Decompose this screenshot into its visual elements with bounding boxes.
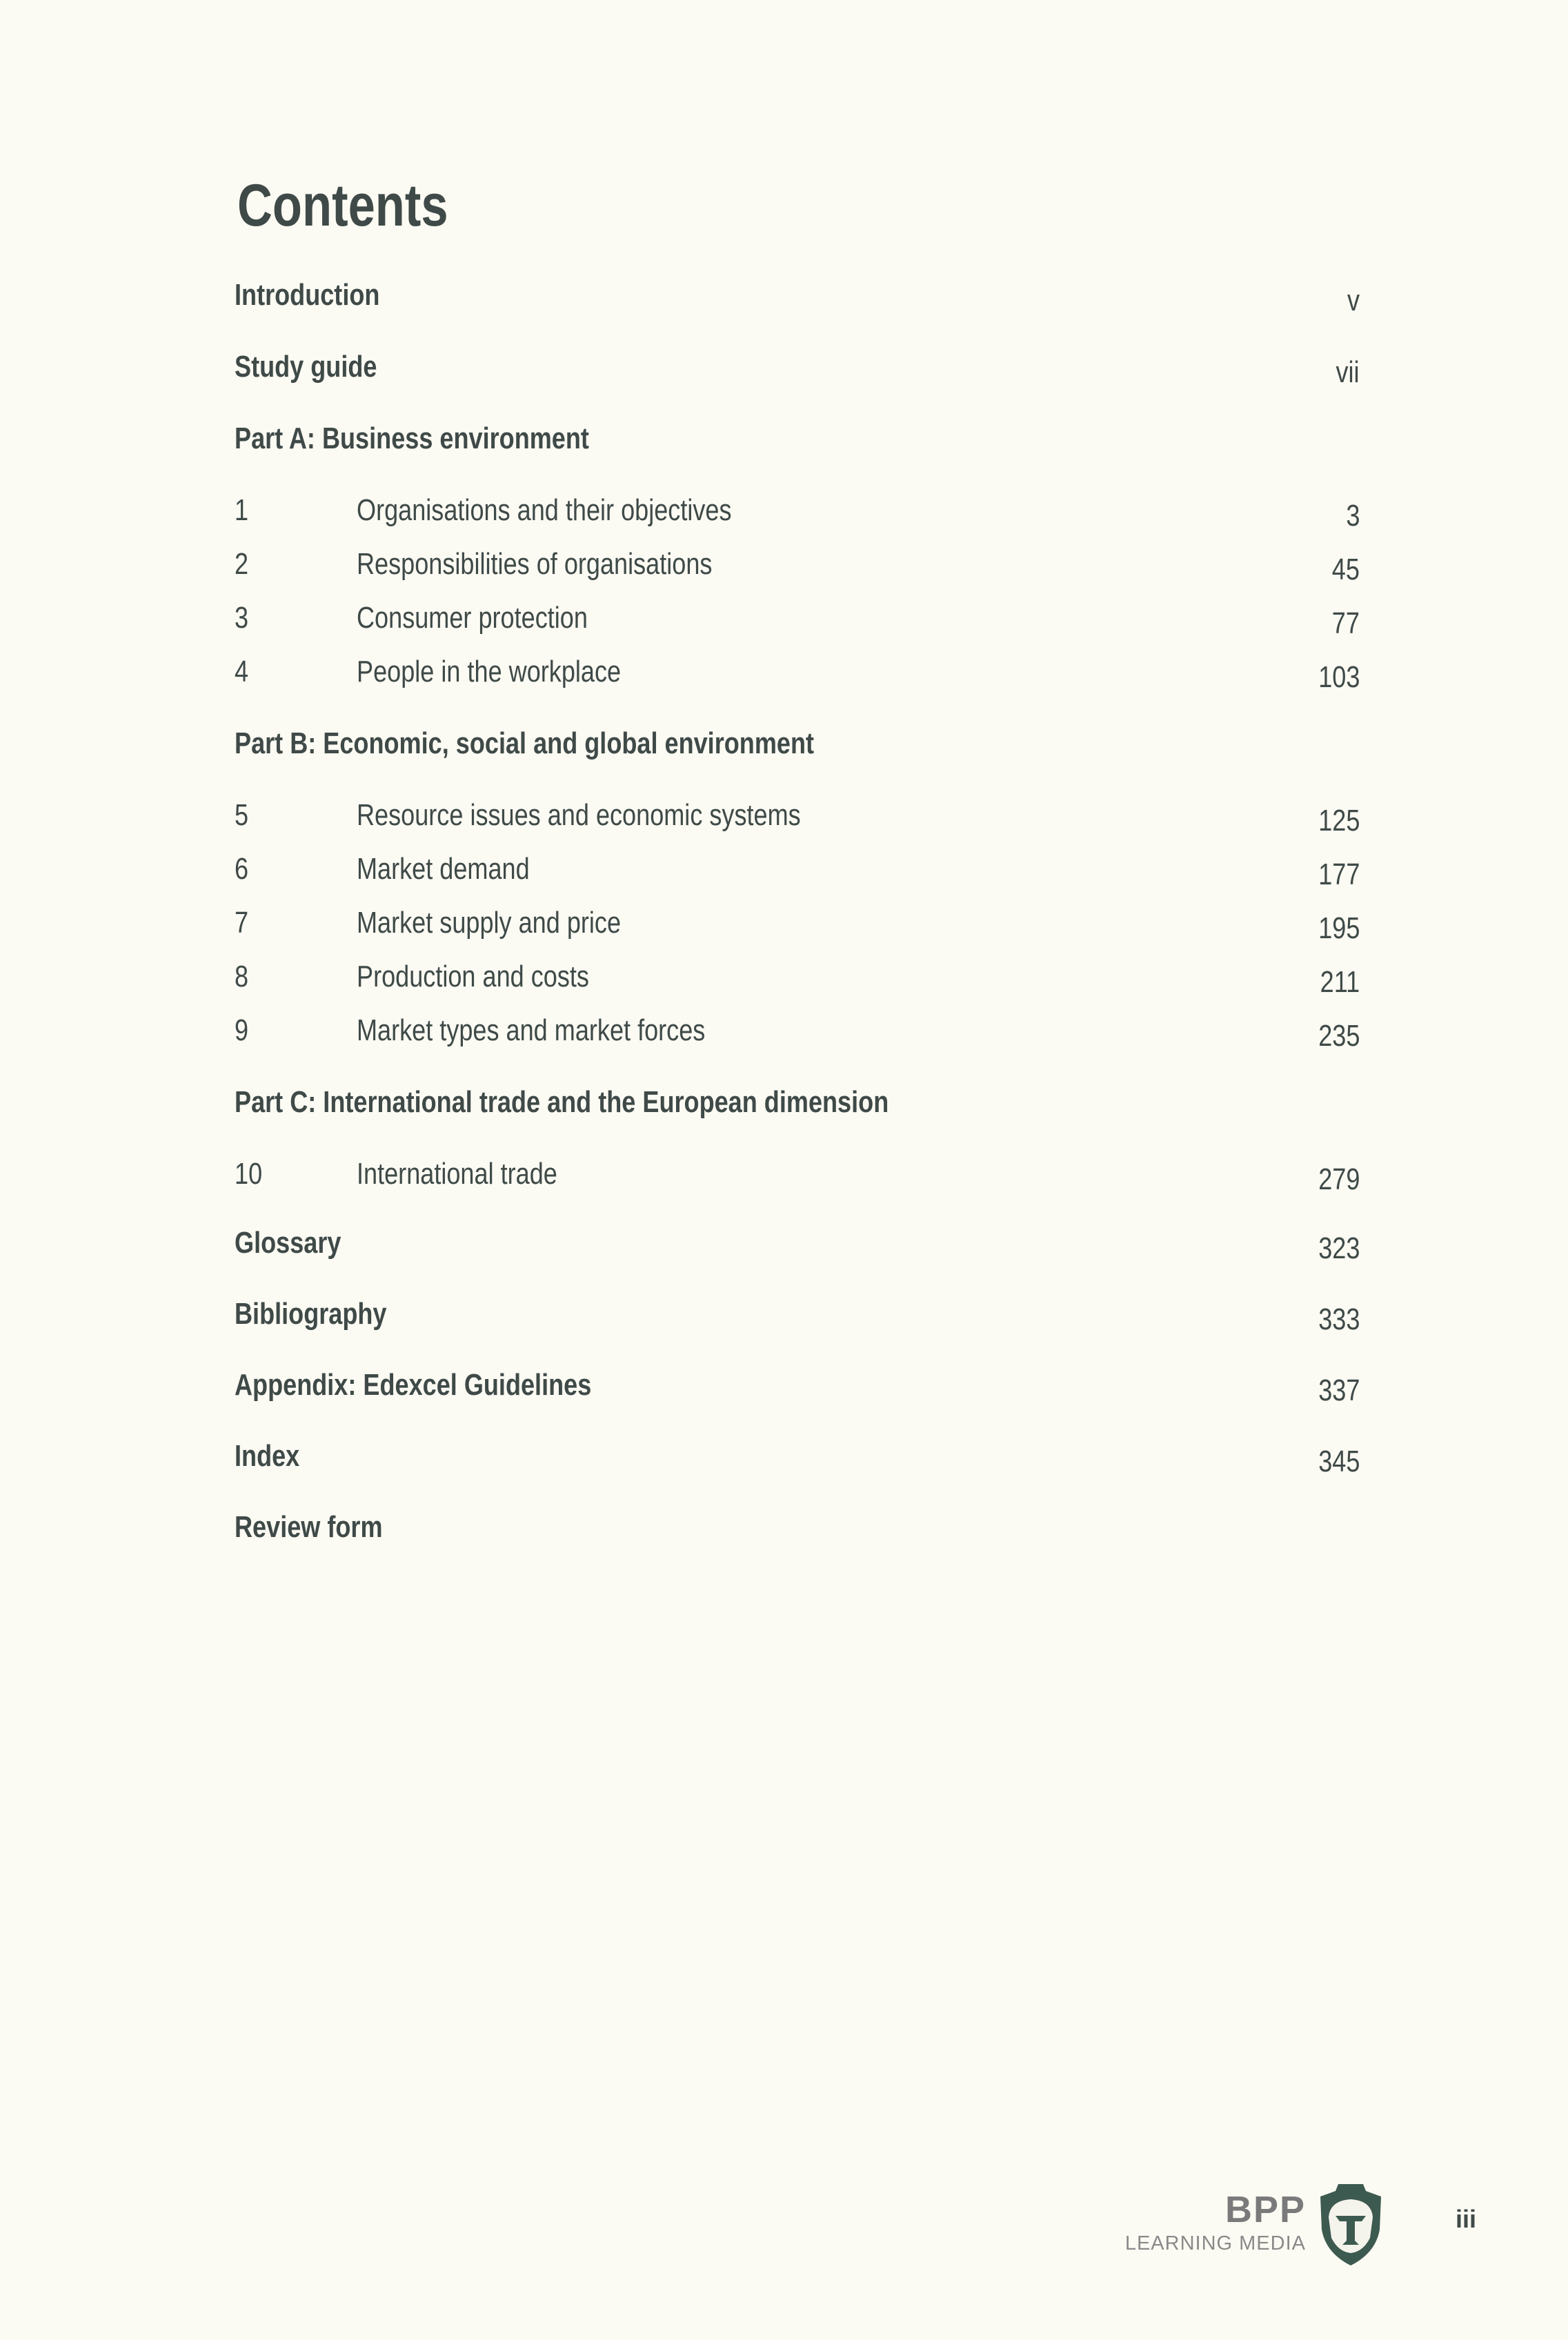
chapter-row (0, 795, 1568, 836)
lion-shield-icon (1318, 2181, 1384, 2272)
toc-entry (0, 1293, 1568, 1335)
chapter-page: 125 (1318, 804, 1360, 837)
chapter-title: Organisations and their objectives (357, 493, 732, 527)
chapter-number: 1 (235, 493, 249, 527)
toc-entry (0, 275, 1568, 316)
chapter-row (0, 544, 1568, 585)
toc-entry (0, 1365, 1568, 1406)
chapter-title: International trade (357, 1157, 557, 1191)
part-heading: Part B: Economic, social and global environment (235, 726, 815, 760)
part-heading-row (0, 418, 1568, 459)
entry-page: 323 (1318, 1231, 1360, 1265)
entry-label: Appendix: Edexcel Guidelines (235, 1368, 592, 1402)
chapter-row (0, 1010, 1568, 1051)
chapter-number: 7 (235, 906, 249, 940)
toc-entry (0, 1507, 1568, 1548)
chapter-row (0, 956, 1568, 998)
chapter-row (0, 849, 1568, 890)
chapter-title: People in the workplace (357, 655, 622, 688)
entry-page: 333 (1318, 1302, 1360, 1336)
chapter-number: 8 (235, 960, 249, 993)
chapter-row (0, 1153, 1568, 1195)
entry-label: Glossary (235, 1226, 341, 1260)
chapter-page: 235 (1318, 1019, 1360, 1053)
part-heading-row (0, 1082, 1568, 1123)
chapter-row (0, 490, 1568, 531)
chapter-title: Consumer protection (357, 601, 588, 635)
chapter-title: Market demand (357, 852, 530, 886)
chapter-number: 10 (235, 1157, 263, 1191)
chapter-page: 177 (1318, 857, 1360, 891)
chapter-title: Responsibilities of organisations (357, 547, 713, 581)
entry-label: Introduction (235, 278, 380, 312)
chapter-number: 5 (235, 798, 249, 832)
entry-page: v (1347, 284, 1360, 317)
logo-brand: BPP (1224, 2189, 1306, 2230)
chapter-page: 45 (1331, 553, 1360, 586)
chapter-title: Market supply and price (357, 906, 622, 940)
chapter-number: 2 (235, 547, 249, 581)
entry-label: Index (235, 1439, 300, 1473)
chapter-number: 6 (235, 852, 249, 886)
toc-entry (0, 346, 1568, 388)
entry-label: Study guide (235, 350, 377, 384)
entry-label: Review form (235, 1510, 383, 1544)
toc-entry (0, 1436, 1568, 1477)
chapter-page: 195 (1318, 911, 1360, 945)
entry-page: 345 (1318, 1445, 1360, 1478)
chapter-row (0, 651, 1568, 693)
chapter-title: Production and costs (357, 960, 589, 993)
chapter-row (0, 902, 1568, 944)
chapter-title: Resource issues and economic systems (357, 798, 801, 832)
chapter-page: 77 (1331, 606, 1360, 640)
page-title: Contents (237, 172, 448, 239)
chapter-number: 3 (235, 601, 249, 635)
part-heading-row (0, 723, 1568, 764)
entry-page: 337 (1318, 1374, 1360, 1407)
chapter-number: 9 (235, 1013, 249, 1047)
logo-tagline: LEARNING MEDIA (1124, 2232, 1306, 2254)
chapter-page: 3 (1345, 499, 1360, 533)
chapter-row (0, 597, 1568, 639)
chapter-number: 4 (235, 655, 249, 688)
entry-label: Bibliography (235, 1297, 387, 1331)
toc-entry (0, 1222, 1568, 1264)
page-number: iii (1456, 2205, 1477, 2233)
chapter-page: 279 (1318, 1162, 1360, 1196)
chapter-page: 211 (1320, 965, 1360, 999)
chapter-title: Market types and market forces (357, 1013, 706, 1047)
entry-page: vii (1336, 355, 1360, 389)
chapter-page: 103 (1318, 660, 1360, 694)
part-heading: Part C: International trade and the European dimension (235, 1085, 889, 1119)
part-heading: Part A: Business environment (235, 422, 589, 455)
